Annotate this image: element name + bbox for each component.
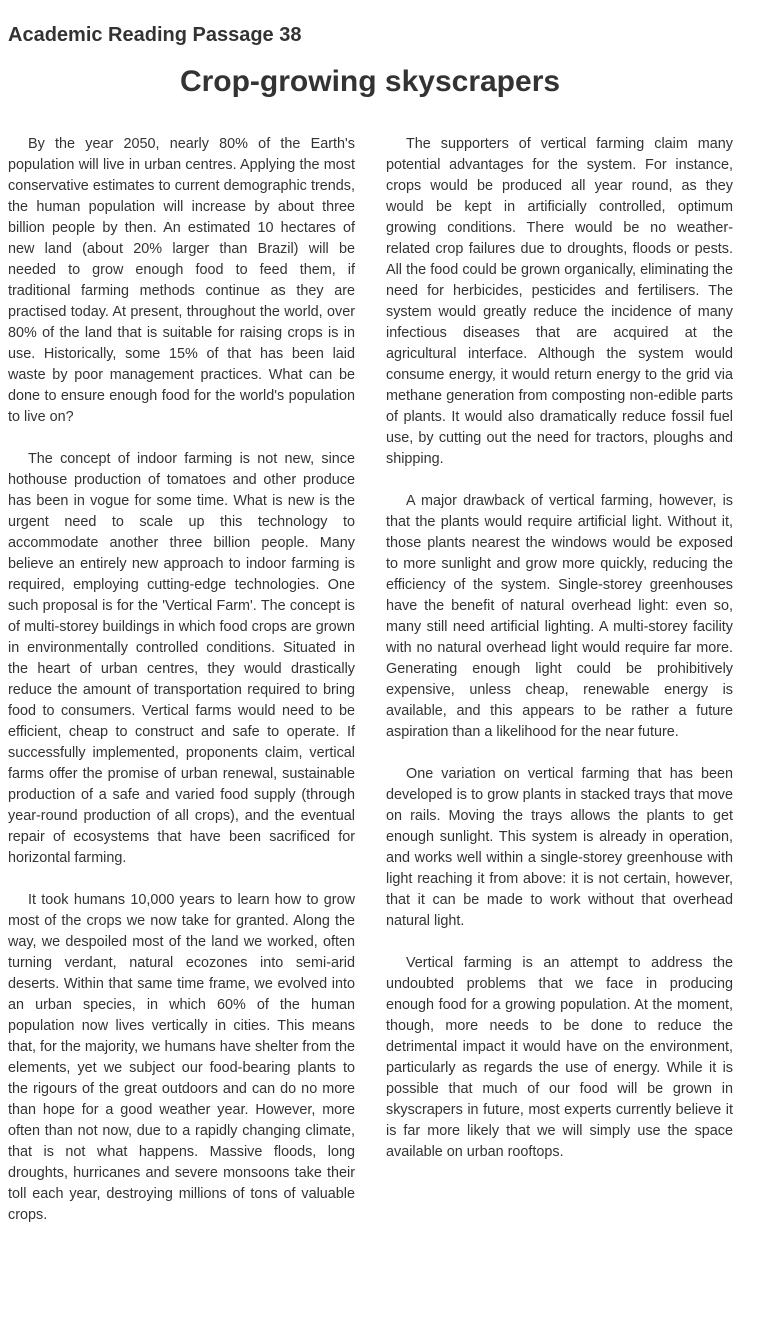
right-column bbox=[386, 134, 733, 1184]
paragraph-3: It took humans 10,000 years to learn how to grow most of the crops we now take for granted. Along the way, we despoiled most of the land we worked, often turning verdant, natural ecozones into semi-arid deserts. Within that same time frame, we evolved into an urban species, in which 60% of the human population now lives vertically in cities. This means that, for the majority, we humans have shelter from the elements, yet we subject our food-bearing plants to the rigours of the great outdoors and can do no more than hope for a good weather year. However, more often than not now, due to a rapidly changing climate, that is not what happens. Massive floods, long droughts, hurricanes and severe monsoons take their toll each year, destroying millions of tons of valuable crops. bbox=[8, 892, 355, 1223]
paragraph-1: By the year 2050, nearly 80% of the Earth's population will live in urban centres. Applying the most conservative estimates to current demographic trends, the human population will increase by about three billion people by then. An estimated 10 hectares of new land (about 20% larger than Brazil) will be needed to grow enough food to feed them, if traditional farming methods continue as they are practised today. At present, throughout the world, over 80% of the land that is suitable for raising crops is in use. Historically, some 15% of that has been laid waste by poor management practices. What can be done to ensure enough food for the world's population to live on? bbox=[8, 136, 355, 425]
paragraph-4: The supporters of vertical farming claim many potential advantages for the system. For instance, crops would be produced all year round, as they would be kept in artificially controlled, optimum growing conditions. There would be no weather-related crop failures due to droughts, floods or pests. All the food could be grown organically, eliminating the need for herbicides, pesticides and fertilisers. The system would greatly reduce the incidence of many infectious diseases that are acquired at the agricultural interface. Although the system would consume energy, it would return energy to the grid via methane generation from composting non-edible parts of plants. It would also dramatically reduce fossil fuel use, by cutting out the need for tractors, ploughs and shipping. bbox=[386, 136, 733, 467]
article-title: Crop-growing skyscrapers bbox=[179, 65, 561, 98]
paragraph-5: A major drawback of vertical farming, however, is that the plants would require artificial light. Without it, those plants nearest the windows would be exposed to more sunlight and grow more quickly, reducing the efficiency of the system. Single-storey greenhouses have the benefit of natural overhead light: even so, many still need artificial lighting. A multi-storey facility with no natural overhead light would require far more. Generating enough light could be prohibitively expensive, unless cheap, renewable energy is available, and this appears to be rather a future aspiration than a likelihood for the near future. bbox=[386, 493, 733, 740]
paragraph-7: Vertical farming is an attempt to address the undoubted problems that we face in producing enough food for a growing population. At the moment, though, more needs to be done to reduce the detrimental impact it would have on the environment, particularly as regards the use of energy. While it is possible that much of our food will be grown in skyscrapers in future, most experts currently believe it is far more likely that we will simply use the space available on urban rooftops. bbox=[386, 955, 733, 1160]
paragraph-2: The concept of indoor farming is not new, since hothouse production of tomatoes and other produce has been in vogue for some time. What is new is the urgent need to scale up this technology to accommodate another three billion people. Many believe an entirely new approach to indoor farming is required, employing cutting-edge technologies. One such proposal is for the 'Vertical Farm'. The concept is of multi-storey buildings in which food crops are grown in environmentally controlled conditions. Situated in the heart of urban centres, they would drastically reduce the amount of transportation required to bring food to consumers. Vertical farms would need to be efficient, cheap to construct and safe to operate. If successfully implemented, proponents claim, vertical farms offer the promise of urban renewal, sustainable production of a safe and varied food supply (through year-round production of all crops), and the eventual repair of ecosystems that have been sacrificed for horizontal farming. bbox=[8, 451, 355, 866]
passage-label: Academic Reading Passage 38 bbox=[8, 24, 302, 46]
left-column bbox=[8, 134, 355, 1247]
paragraph-6: One variation on vertical farming that has been developed is to grow plants in stacked trays that move on rails. Moving the trays allows the plants to get enough sunlight. This system is already in operation, and works well within a single-storey greenhouse with light reaching it from above: it is not certain, however, that it can be made to work without that overhead natural light. bbox=[386, 766, 733, 929]
